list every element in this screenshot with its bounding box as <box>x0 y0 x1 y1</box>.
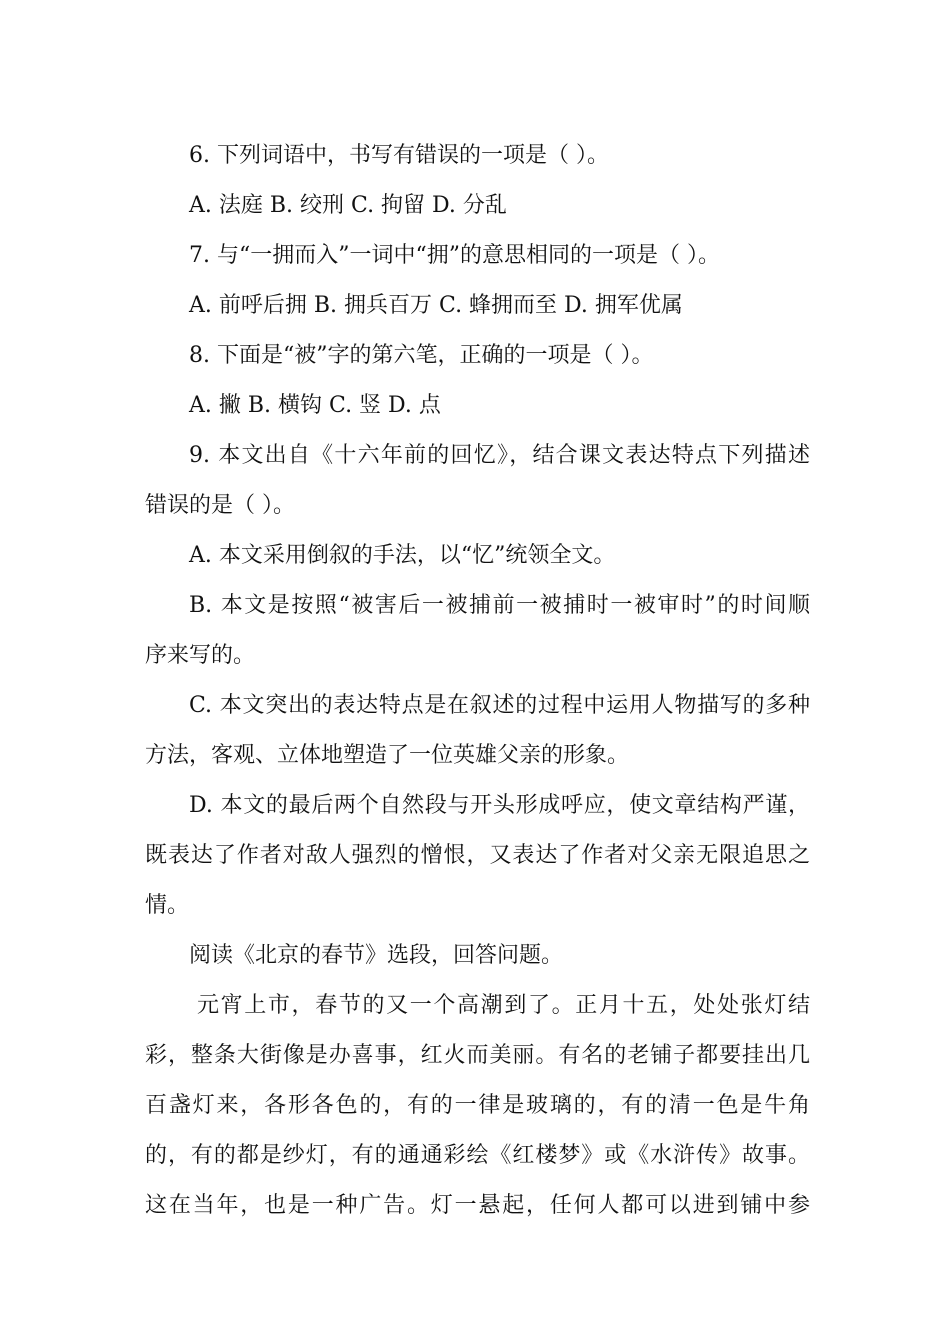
question-9-stem-line-1: 9. 本文出自《十六年前的回忆》，结合课文表达特点下列描述 <box>189 443 810 468</box>
question-9-option-c-line-2: 方法，客观、立体地塑造了一位英雄父亲的形象。 <box>145 743 630 768</box>
passage-line-5: 这在当年，也是一种广告。灯一悬起，任何人都可以进到铺中参 <box>145 1193 810 1218</box>
reading-instruction: 阅读《北京的春节》选段，回答问题。 <box>189 943 564 968</box>
question-9-option-b-line-1: B. 本文是按照“被害后一被捕前一被捕时一被审时”的时间顺 <box>189 593 810 618</box>
question-7-options: A. 前呼后拥 B. 拥兵百万 C. 蜂拥而至 D. 拥军优属 <box>189 293 683 318</box>
question-8-stem: 8. 下面是“被”字的第六笔，正确的一项是（ ）。 <box>189 343 654 368</box>
question-9-stem-line-2: 错误的是（ ）。 <box>145 493 295 518</box>
question-9-option-c-line-1: C. 本文突出的表达特点是在叙述的过程中运用人物描写的多种 <box>189 693 810 718</box>
question-7-stem: 7. 与“一拥而入”一词中“拥”的意思相同的一项是（ ）。 <box>189 243 720 268</box>
passage-line-1: 元宵上市，春节的又一个高潮到了。正月十五，处处张灯结 <box>197 993 810 1018</box>
question-6-stem: 6. 下列词语中，书写有错误的一项是（ ）。 <box>189 143 609 168</box>
question-8-options: A. 撇 B. 横钩 C. 竖 D. 点 <box>189 393 441 418</box>
question-9-option-d-line-1: D. 本文的最后两个自然段与开头形成呼应，使文章结构严谨， <box>189 793 810 818</box>
question-9-option-b-line-2: 序来写的。 <box>145 643 256 668</box>
question-9-option-d-line-3: 情。 <box>145 893 190 918</box>
document-body <box>145 131 810 1231</box>
passage-line-3: 百盏灯来，各形各色的，有的一律是玻璃的，有的清一色是牛角 <box>145 1093 810 1118</box>
question-9-option-a: A. 本文采用倒叙的手法，以“忆”统领全文。 <box>189 543 616 568</box>
question-6-options: A. 法庭 B. 绞刑 C. 拘留 D. 分乱 <box>189 193 507 218</box>
question-9-option-d-line-2: 既表达了作者对敌人强烈的憎恨，又表达了作者对父亲无限追思之 <box>145 843 810 868</box>
passage-line-4: 的，有的都是纱灯，有的通通彩绘《红楼梦》或《水浒传》故事。 <box>145 1143 810 1168</box>
passage-line-2: 彩，整条大街像是办喜事，红火而美丽。有名的老铺子都要挂出几 <box>145 1043 810 1068</box>
